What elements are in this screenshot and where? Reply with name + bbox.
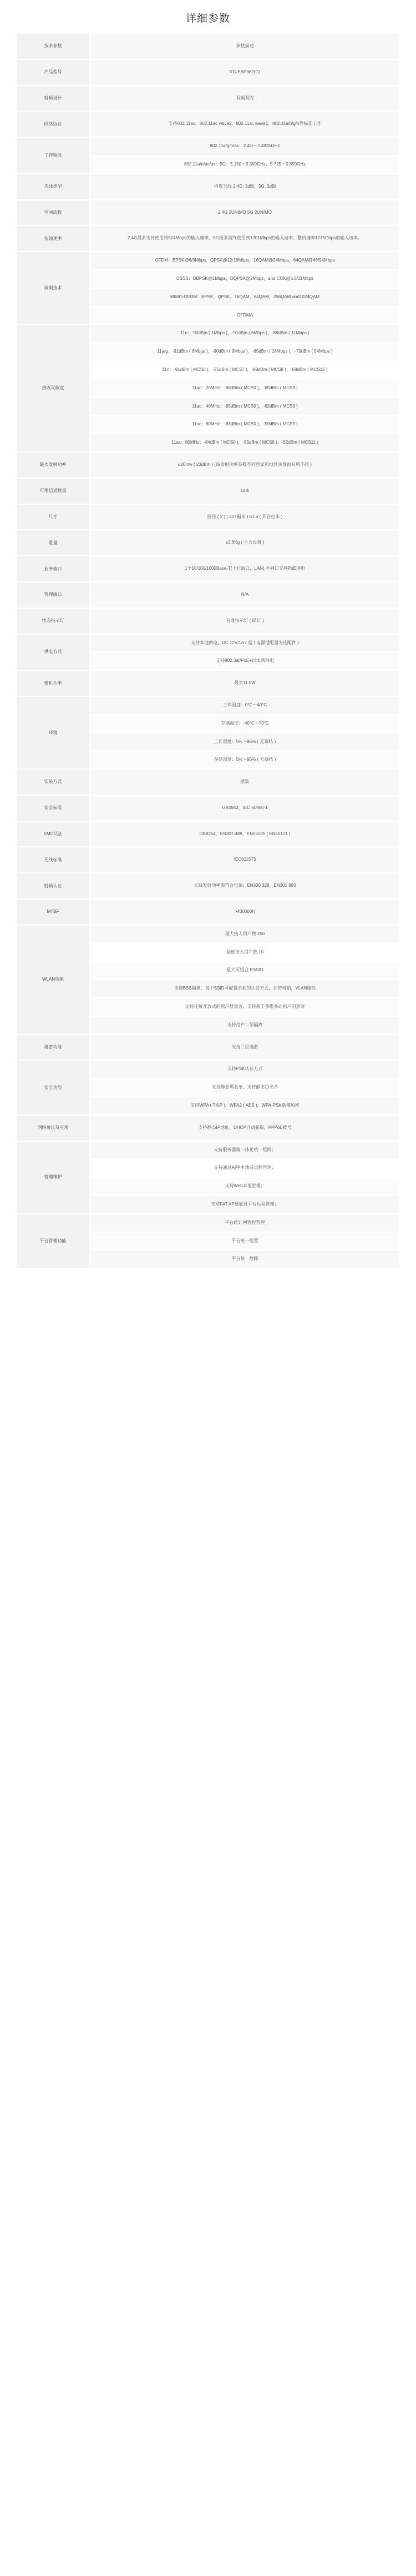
spec-value-cell	[90, 137, 399, 174]
spec-label: 平台管理功能	[17, 1214, 90, 1268]
spec-value-list	[90, 174, 399, 199]
spec-value: 支持本地供电，DC 12V/1A ( 需 ) 电源适配器为选配件 )	[90, 635, 399, 653]
spec-value: >400000H	[90, 900, 399, 925]
table-row	[17, 137, 399, 174]
table-row	[17, 452, 399, 478]
spec-label: 环境	[17, 696, 90, 769]
spec-value: 支持WPA ( TKIP )，WPA2 ( AES )，WPA-PSK新模加密	[90, 1097, 399, 1114]
spec-value-cell	[90, 582, 399, 608]
spec-label: 管理维护	[17, 1141, 90, 1214]
spec-value: 支持连接开放式的用户群黑客，支持基于多维多动用户的黑客	[90, 998, 399, 1017]
spec-value-list	[90, 1214, 399, 1268]
spec-value-list	[90, 796, 399, 821]
spec-value-list	[90, 900, 399, 925]
spec-value: 存储温度：-40°C～70°C	[90, 715, 399, 734]
spec-value-list	[90, 505, 399, 530]
spec-value: RG-EAP362(G)	[90, 60, 399, 85]
spec-value: 支持Web本地管理；	[90, 1178, 399, 1196]
spec-label: 天线类型	[17, 174, 90, 200]
page-title: 详细参数	[185, 13, 230, 24]
spec-label: 调制技术	[17, 252, 90, 324]
table-row	[17, 324, 399, 452]
spec-value: 802.11a/n/ac/ax：5G：5.150～5.350GHz，5.725～5.850GHz	[90, 156, 399, 173]
spec-value-list	[90, 822, 399, 847]
table-row	[17, 252, 399, 324]
spec-value: 支持通过APP本地或远程管理；	[90, 1159, 399, 1178]
spec-value-cell	[90, 899, 399, 925]
spec-value-cell	[90, 1035, 399, 1061]
spec-value-cell	[90, 696, 399, 769]
spec-value-cell	[90, 225, 399, 252]
spec-label: 安全功能	[17, 1060, 90, 1114]
spec-value-cell	[90, 59, 399, 86]
spec-label: 漫游功能	[17, 1035, 90, 1061]
table-row	[17, 111, 399, 137]
spec-label: 尺寸	[17, 504, 90, 530]
table-row	[17, 696, 399, 769]
spec-label: 供电方式	[17, 634, 90, 671]
spec-label: 安装方式	[17, 769, 90, 795]
spec-label: 空间流数	[17, 200, 90, 226]
table-row	[17, 504, 399, 530]
spec-value: 支持用户二层隔离	[90, 1017, 399, 1034]
table-row	[17, 769, 399, 795]
table-row	[17, 1141, 399, 1214]
spec-value: 802.11a/g/n/ax：2.4G～2.4835GHz	[90, 138, 399, 156]
spec-value-cell	[90, 34, 399, 59]
spec-label: 接收灵敏度	[17, 324, 90, 452]
spec-value: 无线发射功率需符合电源，EN330 328，EN301 893	[90, 873, 399, 898]
spec-value: 平台统一故障	[90, 1251, 399, 1268]
spec-label: 产品型号	[17, 59, 90, 86]
table-row	[17, 795, 399, 821]
table-row	[17, 478, 399, 504]
table-row	[17, 200, 399, 226]
spec-value: 支持PSK认证方式	[90, 1061, 399, 1079]
spec-value: 支持二层漫游	[90, 1035, 399, 1060]
spec-label: 整机功率	[17, 670, 90, 696]
spec-value: 11ac：40MHz：-85dBm ( MCS0 )，-62dBm ( MCS9 )	[90, 398, 399, 416]
spec-value-list	[90, 609, 399, 634]
table-row	[17, 1035, 399, 1061]
spec-value-cell	[90, 670, 399, 696]
spec-value: 1dBi	[90, 479, 399, 504]
table-row	[17, 873, 399, 899]
spec-value: 有兼指示灯 ( 绿灯 )	[90, 609, 399, 634]
spec-value: 最大接入用户数 256	[90, 926, 399, 944]
spec-value: DSSS：DBPSK@1Mbps，DQPSK@2Mbps，and CCK@5.5/11Mbps	[90, 270, 399, 289]
spec-value: 支持BSS隔离，每个SSID可配置单独的认证方式，加密机制，VLAN属性	[90, 980, 399, 998]
spec-value-cell	[90, 86, 399, 112]
spec-value-cell	[90, 925, 399, 1035]
spec-label: 技术参数	[17, 34, 90, 59]
spec-value: 2.4G最多支持使用到574Mbps的输入速率，5G最多最终使用到1201Mbps的输入速率，整机速率1775Gbps的输入速率。	[90, 226, 399, 251]
spec-value-cell	[90, 478, 399, 504]
table-row	[17, 899, 399, 925]
spec-label: EMC认证	[17, 821, 90, 847]
spec-label: 可用信道数量	[17, 478, 90, 504]
spec-label: 射频设计	[17, 86, 90, 112]
spec-value-list	[90, 530, 399, 555]
spec-value: OFDMA	[90, 307, 399, 324]
spec-value: 支持静态IP地址，DHCP自动获取，PPPoE拨号	[90, 1116, 399, 1141]
spec-value: 2.4G 2UNIMO 5G 2UNIMO	[90, 200, 399, 225]
spec-value: 工作温度：0°C～40°C	[90, 697, 399, 715]
spec-value: 11a/g：-91dBm ( 6Mbps )，-90dBm ( 9Mbps )，-89dBm ( 18Mbps )，-79dBm ( 54Mbps )	[90, 343, 399, 361]
spec-label: 管理端口	[17, 582, 90, 608]
table-row	[17, 59, 399, 86]
spec-page	[0, 0, 416, 1280]
table-row	[17, 34, 399, 59]
spec-value: 11n：-90dBm ( 1Mbps )，-91dBm ( 6Mbps )，-88dBm ( 11Mbps )	[90, 325, 399, 343]
spec-value-list	[90, 60, 399, 85]
spec-value-list	[90, 1061, 399, 1114]
table-row	[17, 1115, 399, 1141]
spec-value-list	[90, 34, 399, 59]
spec-value: GB4943，IEC 60950-1	[90, 796, 399, 821]
table-row	[17, 582, 399, 608]
spec-value: OFDM：BPSK@6/9Mbps，QPSK@12/18Mbps，16QAM@24Mbps，64QAM@48/54Mbps	[90, 252, 399, 270]
spec-value-list	[90, 200, 399, 225]
spec-value: ≤20mw ( 23dBm ) (该发射功率参数不同国家和地区法规而有所不同 )	[90, 453, 399, 478]
spec-value-list	[90, 138, 399, 173]
spec-value-cell	[90, 634, 399, 671]
spec-value-list	[90, 583, 399, 607]
spec-value-list	[90, 112, 399, 137]
spec-label: 业务端口	[17, 556, 90, 582]
spec-value-list	[90, 1035, 399, 1060]
table-row	[17, 925, 399, 1035]
spec-value-cell	[90, 530, 399, 556]
spec-value: 11n：-91dBm ( MCS0 )，-75dBm ( MCS7 )，-89dBm ( MCS8 )，-68dBm ( MCS15 )	[90, 361, 399, 380]
spec-value-cell	[90, 324, 399, 452]
spec-label: 无线标准	[17, 847, 90, 873]
spec-value-list	[90, 252, 399, 324]
spec-value: 11ax：80MHz：-84dBm ( MCS0 )，-55dBm ( MCS8 )，-52dBm ( MCS11 )	[90, 434, 399, 451]
spec-value-list	[90, 1142, 399, 1213]
spec-value: 最低接入用户数 10	[90, 944, 399, 962]
spec-value-cell	[90, 873, 399, 899]
table-row	[17, 530, 399, 556]
spec-label: 射频认证	[17, 873, 90, 899]
spec-value-cell	[90, 1115, 399, 1141]
spec-label: 状态指示灯	[17, 608, 90, 634]
spec-value-cell	[90, 1141, 399, 1214]
table-row	[17, 174, 399, 200]
spec-value: 圆径 ( 2 ) ( 237幅米 ) 51.6 ( 开合位米 )	[90, 505, 399, 530]
table-row	[17, 225, 399, 252]
spec-value: 支持静态黑名单、支持静态白名单	[90, 1079, 399, 1097]
spec-value: 最大可组合 ESSID	[90, 962, 399, 980]
spec-value: 1个10/100/1000Base-T(上行端口，LAN) 不同口支持PoE供电	[90, 556, 399, 581]
spec-value-list	[90, 479, 399, 504]
spec-label: 工作频段	[17, 137, 90, 174]
spec-value: MIMO-OFDM：BPSK，QPSK，16QAM，64QAM，256QAM and1024QAM	[90, 289, 399, 307]
spec-table	[17, 34, 399, 1269]
spec-value-list	[90, 325, 399, 451]
spec-value-list	[90, 226, 399, 251]
spec-value-list	[90, 926, 399, 1034]
spec-value-cell	[90, 1060, 399, 1114]
spec-value-list	[90, 770, 399, 795]
spec-value-list	[90, 671, 399, 696]
table-row	[17, 634, 399, 671]
spec-label: 重量	[17, 530, 90, 556]
table-row	[17, 86, 399, 112]
spec-label: 安全标准	[17, 795, 90, 821]
spec-value-list	[90, 635, 399, 670]
spec-value-cell	[90, 847, 399, 873]
spec-value: 平台统一配置	[90, 1233, 399, 1251]
table-row	[17, 670, 399, 696]
spec-value-list	[90, 847, 399, 872]
spec-value: 双频双流	[90, 86, 399, 111]
spec-value-cell	[90, 821, 399, 847]
spec-value-list	[90, 86, 399, 111]
spec-label: 网络协议及应用	[17, 1115, 90, 1141]
spec-value-cell	[90, 252, 399, 324]
table-row	[17, 847, 399, 873]
table-row	[17, 556, 399, 582]
table-row	[17, 608, 399, 634]
spec-label: MTBF	[17, 899, 90, 925]
spec-table-body	[17, 34, 399, 1268]
spec-value-cell	[90, 556, 399, 582]
spec-label: 最大发射功率	[17, 452, 90, 478]
spec-value-list	[90, 1116, 399, 1141]
spec-label: WLAN功能	[17, 925, 90, 1035]
spec-value-cell	[90, 795, 399, 821]
spec-value: 内置天线 2.4G: 3dBi，5G: 3dBi	[90, 174, 399, 199]
spec-value-cell	[90, 111, 399, 137]
spec-value: 支持802.11ax，802.11ac wave2，802.11ac wave1，802.11a/b/g/n等标准工作	[90, 112, 399, 137]
spec-value-cell	[90, 200, 399, 226]
spec-value-cell	[90, 504, 399, 530]
spec-value-list	[90, 873, 399, 898]
spec-value: ≤2.6Kg ( 不含设备 )	[90, 530, 399, 555]
spec-value: 支持FAT AP透底过平台远程管理；	[90, 1196, 399, 1213]
table-row	[17, 821, 399, 847]
spec-label: 网络协议	[17, 111, 90, 137]
spec-value: 壁装	[90, 770, 399, 795]
spec-value-cell	[90, 1214, 399, 1268]
spec-value: 11ac：80MHz：-83dBm ( MCS0 )，-59dBm ( MCS9 )	[90, 416, 399, 434]
spec-value: 平台统计网管控管理	[90, 1214, 399, 1233]
spec-label: 传输速率	[17, 225, 90, 252]
spec-value-list	[90, 697, 399, 769]
spec-value-cell	[90, 174, 399, 200]
spec-value: 11ac：20MHz：-88dBm ( MCS0 )，-65dBm ( MCS9 )	[90, 380, 399, 398]
spec-value: 支持服务器端一体化统一组网；	[90, 1142, 399, 1160]
table-row	[17, 1214, 399, 1268]
spec-value: GB9254，EN301 489，EN55035 ( EN50121 )	[90, 822, 399, 847]
spec-value-list	[90, 453, 399, 478]
spec-value-cell	[90, 608, 399, 634]
spec-value: 最大11.5W	[90, 671, 399, 696]
spec-value: 工作湿度：5%～95% ( 无凝结 )	[90, 734, 399, 752]
spec-value-cell	[90, 769, 399, 795]
spec-value-cell	[90, 452, 399, 478]
spec-value-list	[90, 556, 399, 581]
spec-value: 参数描述	[90, 34, 399, 59]
spec-value: 存储湿度：5%～95% ( 无凝结 )	[90, 751, 399, 769]
spec-value: IEC611573	[90, 847, 399, 872]
table-row	[17, 1060, 399, 1114]
spec-value: N/A	[90, 583, 399, 607]
spec-value: 支持802.3at/PoE+以太网供电	[90, 652, 399, 670]
